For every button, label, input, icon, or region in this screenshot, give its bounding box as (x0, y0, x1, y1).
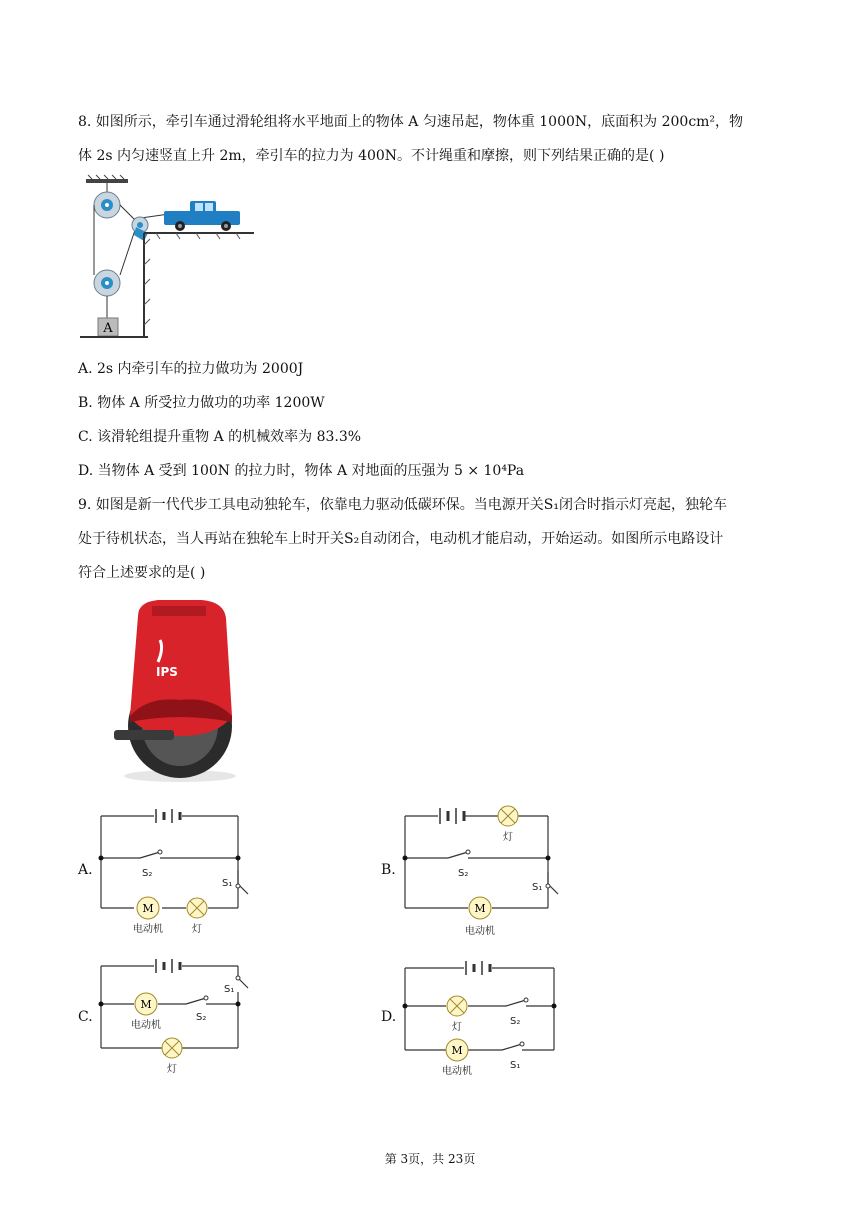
circuit-c-lamp-label: 灯 (167, 1064, 177, 1075)
circuit-c-motor-m: M (140, 998, 152, 1011)
circuit-c-s1: S₁ (224, 984, 235, 995)
q8-line-1: 8. 如图所示，牵引车通过滑轮组将水平地面上的物体 A 匀速吊起，物体重 1000N，底面积为 200cm²，物 (78, 114, 744, 130)
circuit-d (402, 958, 562, 1078)
q9-line-3: 符合上述要求的是( ) (78, 565, 206, 581)
circuit-b-motor-m: M (474, 902, 486, 915)
block-a-label: A (103, 321, 113, 336)
q9-option-d-letter: D. (381, 1009, 397, 1025)
circuit-d-lamp-label: 灯 (452, 1022, 462, 1033)
q9-option-b-letter: B. (381, 862, 396, 878)
circuit-c-s2: S₂ (196, 1012, 207, 1023)
circuit-b-lamp-label: 灯 (503, 832, 513, 843)
circuit-b-s1: S₁ (532, 882, 543, 893)
circuit-b (402, 802, 562, 942)
circuit-a (98, 806, 258, 940)
electric-unicycle-image (108, 596, 248, 786)
circuit-d-s2: S₂ (510, 1016, 521, 1027)
page-footer: 第 3页，共 23页 (384, 1152, 476, 1166)
circuit-a-lamp-label: 灯 (192, 924, 202, 935)
circuit-a-s2: S₂ (142, 868, 153, 879)
q8-pulley-figure (76, 175, 256, 345)
q8-option-d: D. 当物体 A 受到 100N 的拉力时，物体 A 对地面的压强为 5 × 10⁴Pa (78, 463, 525, 479)
unicycle-logo-text: IPS (156, 665, 178, 679)
circuit-d-motor-m: M (451, 1044, 463, 1057)
q8-line-2: 体 2s 内匀速竖直上升 2m，牵引车的拉力为 400N。不计绳重和摩擦，则下列结果正确的是( ) (78, 148, 665, 164)
circuit-c-motor-label: 电动机 (131, 1020, 161, 1031)
q8-option-b: B. 物体 A 所受拉力做功的功率 1200W (78, 395, 325, 411)
q8-option-c: C. 该滑轮组提升重物 A 的机械效率为 83.3% (78, 429, 362, 445)
circuit-a-s1: S₁ (222, 878, 233, 889)
circuit-a-motor-label: 电动机 (133, 924, 163, 935)
q9-line-2: 处于待机状态，当人再站在独轮车上时开关S₂自动闭合，电动机才能启动，开始运动。如图所示电路设计 (78, 531, 724, 547)
circuit-a-motor-m: M (142, 902, 154, 915)
circuit-b-motor-label: 电动机 (465, 926, 495, 937)
q9-option-c-letter: C. (78, 1009, 93, 1025)
q8-option-a: A. 2s 内牵引车的拉力做功为 2000J (78, 361, 304, 377)
q9-line-1: 9. 如图是新一代代步工具电动独轮车，依靠电力驱动低碳环保。当电源开关S₁闭合时指示灯亮起，独轮车 (78, 497, 728, 513)
circuit-d-motor-label: 电动机 (442, 1066, 472, 1077)
q9-option-a-letter: A. (78, 862, 93, 878)
circuit-b-s2: S₂ (458, 868, 469, 879)
circuit-d-s1: S₁ (510, 1060, 521, 1071)
circuit-c (98, 956, 258, 1076)
